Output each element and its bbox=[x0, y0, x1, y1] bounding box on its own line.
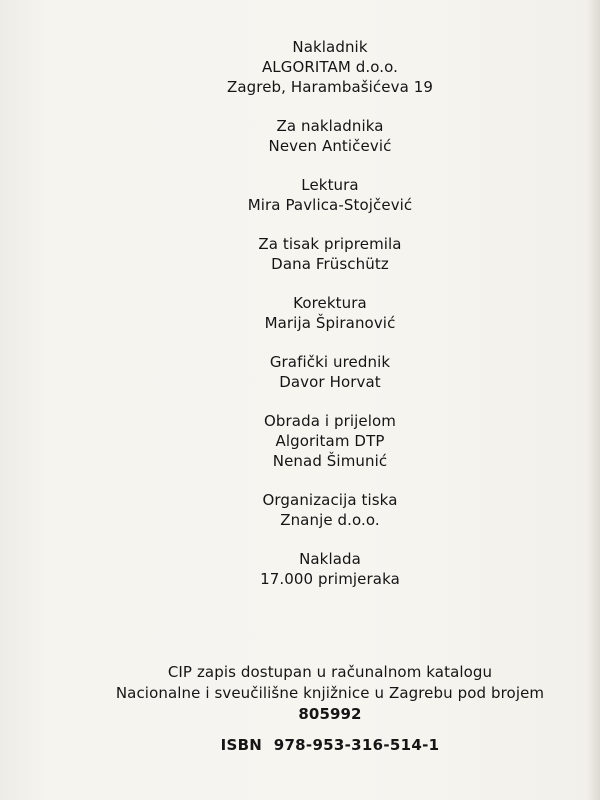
imprint-block bbox=[0, 352, 600, 392]
imprint-value: Dana Früschütz bbox=[271, 255, 389, 273]
imprint-block bbox=[0, 411, 600, 471]
cip-line-2: Nacionalne i sveučilišne knjižnice u Zagrebu pod brojem bbox=[115, 684, 545, 702]
isbn-line bbox=[0, 735, 600, 755]
imprint-value: Nenad Šimunić bbox=[272, 452, 388, 470]
imprint-value: Znanje d.o.o. bbox=[280, 511, 380, 529]
imprint-value: Neven Antičević bbox=[268, 137, 392, 155]
imprint-block bbox=[0, 490, 600, 530]
imprint-block bbox=[0, 234, 600, 274]
imprint-role: Za nakladnika bbox=[276, 117, 384, 135]
imprint-role: Lektura bbox=[301, 176, 359, 194]
imprint-block bbox=[0, 37, 600, 97]
imprint-role: Korektura bbox=[293, 294, 367, 312]
imprint-role: Organizacija tiska bbox=[262, 491, 398, 509]
imprint-block bbox=[0, 116, 600, 156]
cip-number: 805992 bbox=[298, 705, 362, 723]
imprint-role: Naklada bbox=[299, 550, 361, 568]
imprint-role: Nakladnik bbox=[292, 38, 368, 56]
cip-record bbox=[0, 662, 600, 725]
imprint-block bbox=[0, 293, 600, 333]
cip-line-1: CIP zapis dostupan u računalnom katalogu bbox=[167, 663, 493, 681]
imprint-role: Za tisak pripremila bbox=[258, 235, 402, 253]
imprint-section bbox=[0, 37, 600, 608]
isbn-value: 978-953-316-514-1 bbox=[273, 736, 440, 754]
imprint-value: 17.000 primjeraka bbox=[260, 570, 400, 588]
imprint-value: Mira Pavlica-Stojčević bbox=[247, 196, 413, 214]
imprint-role: Obrada i prijelom bbox=[263, 412, 396, 430]
imprint-value: Davor Horvat bbox=[279, 373, 381, 391]
imprint-value: ALGORITAM d.o.o. bbox=[261, 58, 399, 76]
imprint-role: Grafički urednik bbox=[269, 353, 391, 371]
imprint-block bbox=[0, 175, 600, 215]
imprint-value: Marija Špiranović bbox=[264, 314, 396, 332]
isbn-label: ISBN bbox=[220, 736, 263, 754]
imprint-value: Algoritam DTP bbox=[275, 432, 385, 450]
imprint-block bbox=[0, 549, 600, 589]
imprint-value: Zagreb, Harambašićeva 19 bbox=[226, 78, 434, 96]
